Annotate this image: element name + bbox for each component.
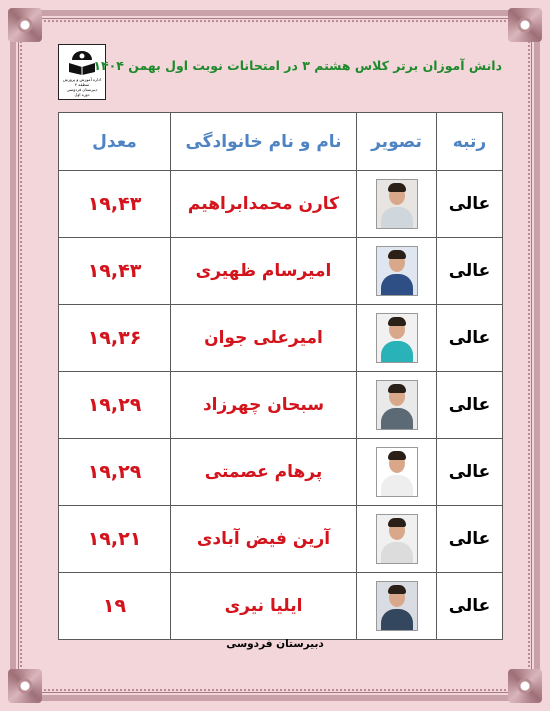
gpa-cell: ۱۹,۴۳ <box>59 238 171 305</box>
photo-shirt <box>381 207 413 229</box>
gpa-cell: ۱۹,۴۳ <box>59 171 171 238</box>
rank-cell: عالی <box>437 238 503 305</box>
table-row <box>59 372 503 439</box>
photo-hair <box>388 317 406 326</box>
rank-cell: عالی <box>437 171 503 238</box>
student-name-cell: ایلیا نیری <box>171 573 357 640</box>
page-title: دانش آموزان برتر کلاس هشتم ۳ در امتحانات نوبت اول بهمن ۱۴۰۴ <box>93 58 502 73</box>
photo-hair <box>388 585 406 594</box>
table-row <box>59 238 503 305</box>
photo-cell <box>357 506 437 573</box>
table-row <box>59 506 503 573</box>
student-name-cell: امیرسام ظهیری <box>171 238 357 305</box>
photo-hair <box>388 183 406 192</box>
corner-ornament <box>8 669 42 703</box>
table-row <box>59 171 503 238</box>
column-header-rank: رتبه <box>437 113 503 171</box>
student-name-cell: آرین فیض آبادی <box>171 506 357 573</box>
corner-ornament <box>8 8 42 42</box>
page-header <box>58 44 502 104</box>
student-name-cell: سبحان چهرزاد <box>171 372 357 439</box>
student-name-cell: پرهام عصمتی <box>171 439 357 506</box>
photo-shirt <box>381 475 413 497</box>
photo-cell <box>357 439 437 506</box>
column-header-photo: تصویر <box>357 113 437 171</box>
photo-shirt <box>381 609 413 631</box>
rank-cell: عالی <box>437 305 503 372</box>
table-row <box>59 573 503 640</box>
student-name-cell: امیرعلی جوان <box>171 305 357 372</box>
student-photo <box>376 380 418 430</box>
column-header-name: نام و نام خانوادگی <box>171 113 357 171</box>
gpa-cell: ۱۹ <box>59 573 171 640</box>
photo-hair <box>388 250 406 259</box>
photo-cell <box>357 171 437 238</box>
photo-hair <box>388 451 406 460</box>
photo-cell <box>357 238 437 305</box>
corner-ornament <box>508 8 542 42</box>
table-row <box>59 305 503 372</box>
gpa-cell: ۱۹,۲۹ <box>59 439 171 506</box>
gpa-cell: ۱۹,۳۶ <box>59 305 171 372</box>
gpa-cell: ۱۹,۲۱ <box>59 506 171 573</box>
rank-cell: عالی <box>437 439 503 506</box>
student-photo <box>376 313 418 363</box>
photo-shirt <box>381 542 413 564</box>
photo-cell <box>357 573 437 640</box>
student-photo <box>376 246 418 296</box>
rank-cell: عالی <box>437 506 503 573</box>
table-row <box>59 439 503 506</box>
photo-hair <box>388 384 406 393</box>
photo-shirt <box>381 408 413 430</box>
logo-caption: اداره آموزش و پرورش منطقه ۴ دبیرستان فردوسی دوره اول <box>63 77 101 97</box>
top-students-table <box>58 112 503 640</box>
photo-hair <box>388 518 406 527</box>
student-photo <box>376 514 418 564</box>
gpa-cell: ۱۹,۲۹ <box>59 372 171 439</box>
rank-cell: عالی <box>437 573 503 640</box>
student-photo <box>376 179 418 229</box>
student-name-cell: کارن محمدابراهیم <box>171 171 357 238</box>
student-photo <box>376 581 418 631</box>
rank-cell: عالی <box>437 372 503 439</box>
corner-ornament <box>508 669 542 703</box>
photo-shirt <box>381 341 413 363</box>
table-header-row <box>59 113 503 171</box>
student-photo <box>376 447 418 497</box>
school-signature: دبیرستان فردوسی <box>226 638 324 650</box>
photo-cell <box>357 305 437 372</box>
photo-cell <box>357 372 437 439</box>
column-header-gpa: معدل <box>59 113 171 171</box>
photo-shirt <box>381 274 413 296</box>
